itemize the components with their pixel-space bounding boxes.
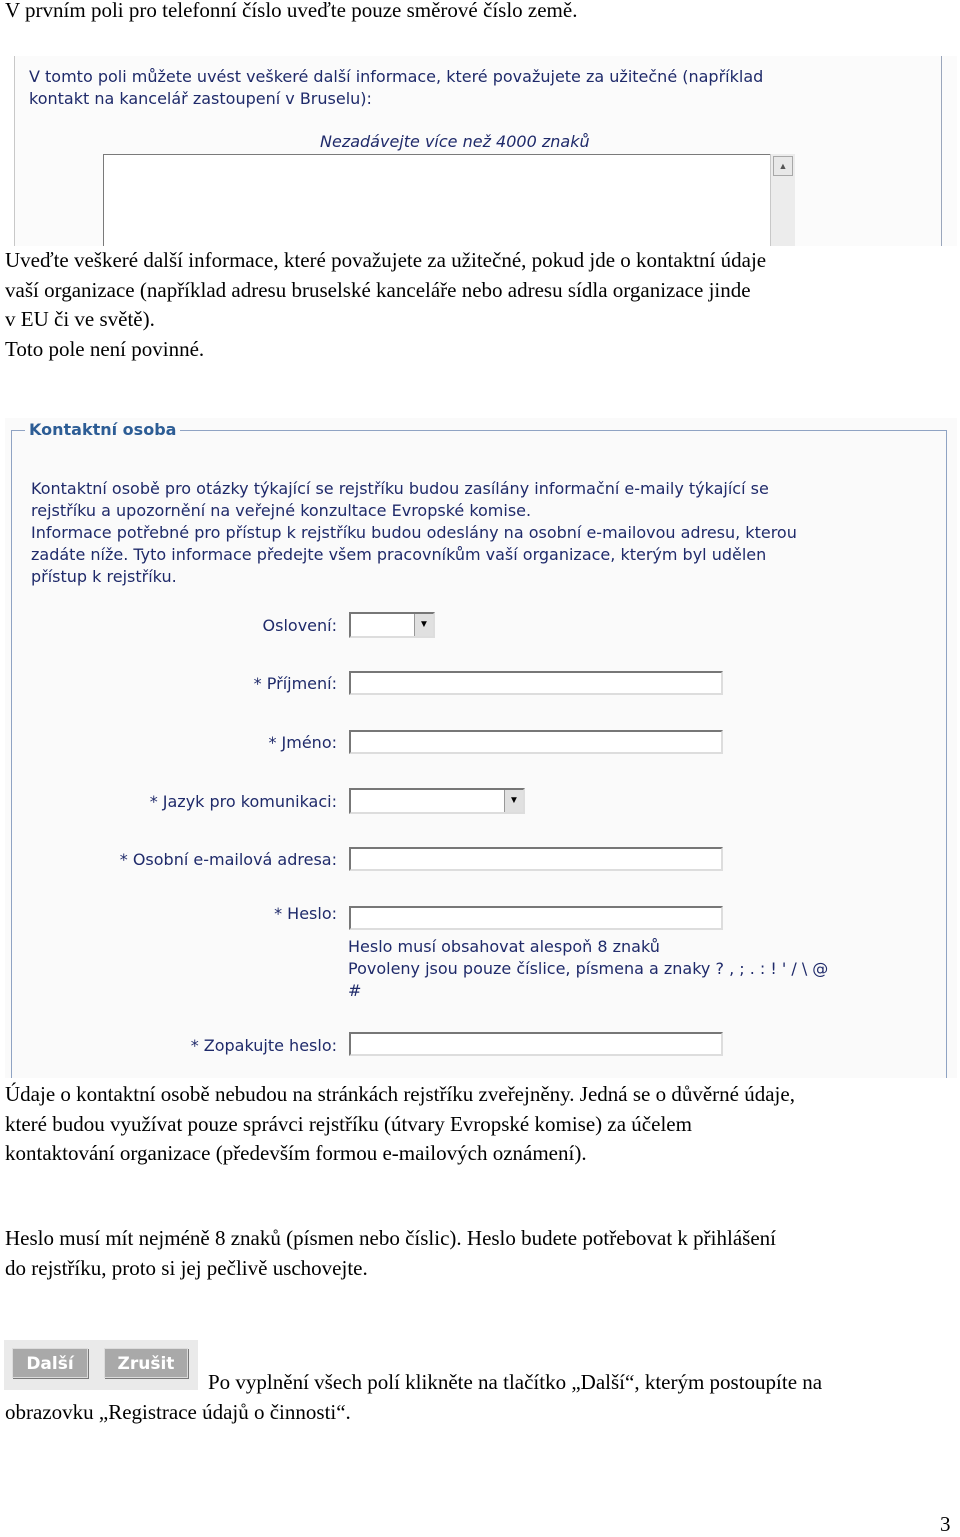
paragraph-line: které budou využívat pouze správci rejstříku (útvary Evropské komise) za účelem [5, 1111, 692, 1136]
salutation-label: Oslovení: [262, 616, 337, 635]
surname-label: * Příjmení: [253, 674, 337, 693]
scroll-up-arrow-icon[interactable]: ▲ [773, 156, 793, 176]
paragraph-line: obrazovku „Registrace údajů o činnosti“. [5, 1399, 351, 1424]
email-input[interactable] [349, 847, 723, 871]
paragraph-line: vaší organizace (například adresu bruselské kanceláře nebo adresu sídla organizace jinde [5, 277, 751, 302]
character-limit-note: Nezadávejte více než 4000 znaků [320, 132, 590, 151]
intro-line: Informace potřebné pro přístup k rejstříku budou odeslány na osobní e-mailovou adresu, kterou [31, 523, 797, 542]
surname-input[interactable] [349, 671, 723, 695]
intro-line: zadáte níže. Tyto informace předejte všem pracovníkům vaší organizace, kterým byl udělen [31, 545, 767, 564]
instruction-line: kontakt na kancelář zastoupení v Bruselu): [29, 89, 372, 108]
password-label: * Heslo: [274, 904, 337, 923]
contact-privacy-paragraph [5, 1080, 955, 1169]
chevron-down-icon: ▼ [414, 614, 433, 636]
panel-border [941, 56, 942, 246]
instruction-line: V tomto poli můžete uvést veškeré další informace, které považujete za užitečné (například [29, 67, 764, 86]
paragraph-line: kontaktování organizace (především formou e-mailových oznámení). [5, 1141, 587, 1165]
intro-line: přístup k rejstříku. [31, 567, 177, 586]
paragraph-line: v EU či ve světě). [5, 307, 155, 331]
chevron-down-icon: ▼ [504, 790, 523, 812]
hint-line: Heslo musí obsahovat alespoň 8 znaků [348, 937, 660, 956]
page-number: 3 [940, 1512, 951, 1536]
additional-info-paragraph [5, 246, 955, 364]
salutation-select[interactable] [349, 612, 435, 638]
password-input[interactable] [349, 906, 723, 930]
paragraph-line: do rejstříku, proto si jej pečlivě uschovejte. [5, 1255, 368, 1280]
paragraph-line: Heslo musí mít nejméně 8 znaků (písmen nebo číslic). Heslo budete potřebovat k přihlášení [5, 1226, 776, 1250]
intro-line: Kontaktní osobě pro otázky týkající se rejstříku budou zasílány informační e-maily týkající se [31, 479, 769, 498]
hint-line: # [348, 981, 362, 1000]
next-button[interactable]: Další [12, 1348, 88, 1378]
hint-line: Povoleny jsou pouze číslice, písmena a znaky ? , ; . : ! ' / \ @ [348, 959, 829, 978]
language-label: * Jazyk pro komunikaci: [149, 792, 337, 811]
next-step-paragraph [5, 1368, 955, 1427]
contact-person-screenshot [5, 418, 957, 1078]
additional-info-textarea[interactable] [103, 154, 794, 246]
first-name-input[interactable] [349, 730, 723, 754]
paragraph-line: Uveďte veškeré další informace, které považujete za užitečné, pokud jde o kontaktní údaje [5, 248, 767, 272]
email-label: * Osobní e-mailová adresa: [119, 850, 337, 869]
password-confirm-label: * Zopakujte heslo: [190, 1036, 337, 1055]
paragraph-line: Údaje o kontaktní osobě nebudou na stránkách rejstříku zveřejněny. Jedná se o důvěrné údaje, [5, 1082, 795, 1106]
contact-person-intro [31, 478, 931, 588]
optional-note: Toto pole není povinné. [5, 336, 205, 361]
first-name-label: * Jméno: [268, 733, 337, 752]
additional-info-instruction [29, 66, 929, 110]
fieldset-legend: Kontaktní osoba [25, 420, 180, 439]
intro-line: rejstříku a upozornění na veřejné konzultace Evropské komise. [31, 501, 532, 520]
password-hint [348, 936, 928, 1002]
intro-text: V prvním poli pro telefonní číslo uveďte pouze směrové číslo země. [5, 0, 578, 22]
paragraph-line: Po vyplnění všech polí klikněte na tlačítko „Další“, kterým postoupíte na [208, 1370, 823, 1394]
password-paragraph [5, 1224, 955, 1283]
password-confirm-input[interactable] [349, 1032, 723, 1056]
textarea-scrollbar[interactable] [770, 154, 795, 246]
cancel-button[interactable]: Zrušit [104, 1348, 188, 1378]
language-select[interactable] [349, 788, 525, 814]
additional-info-screenshot [14, 56, 957, 246]
